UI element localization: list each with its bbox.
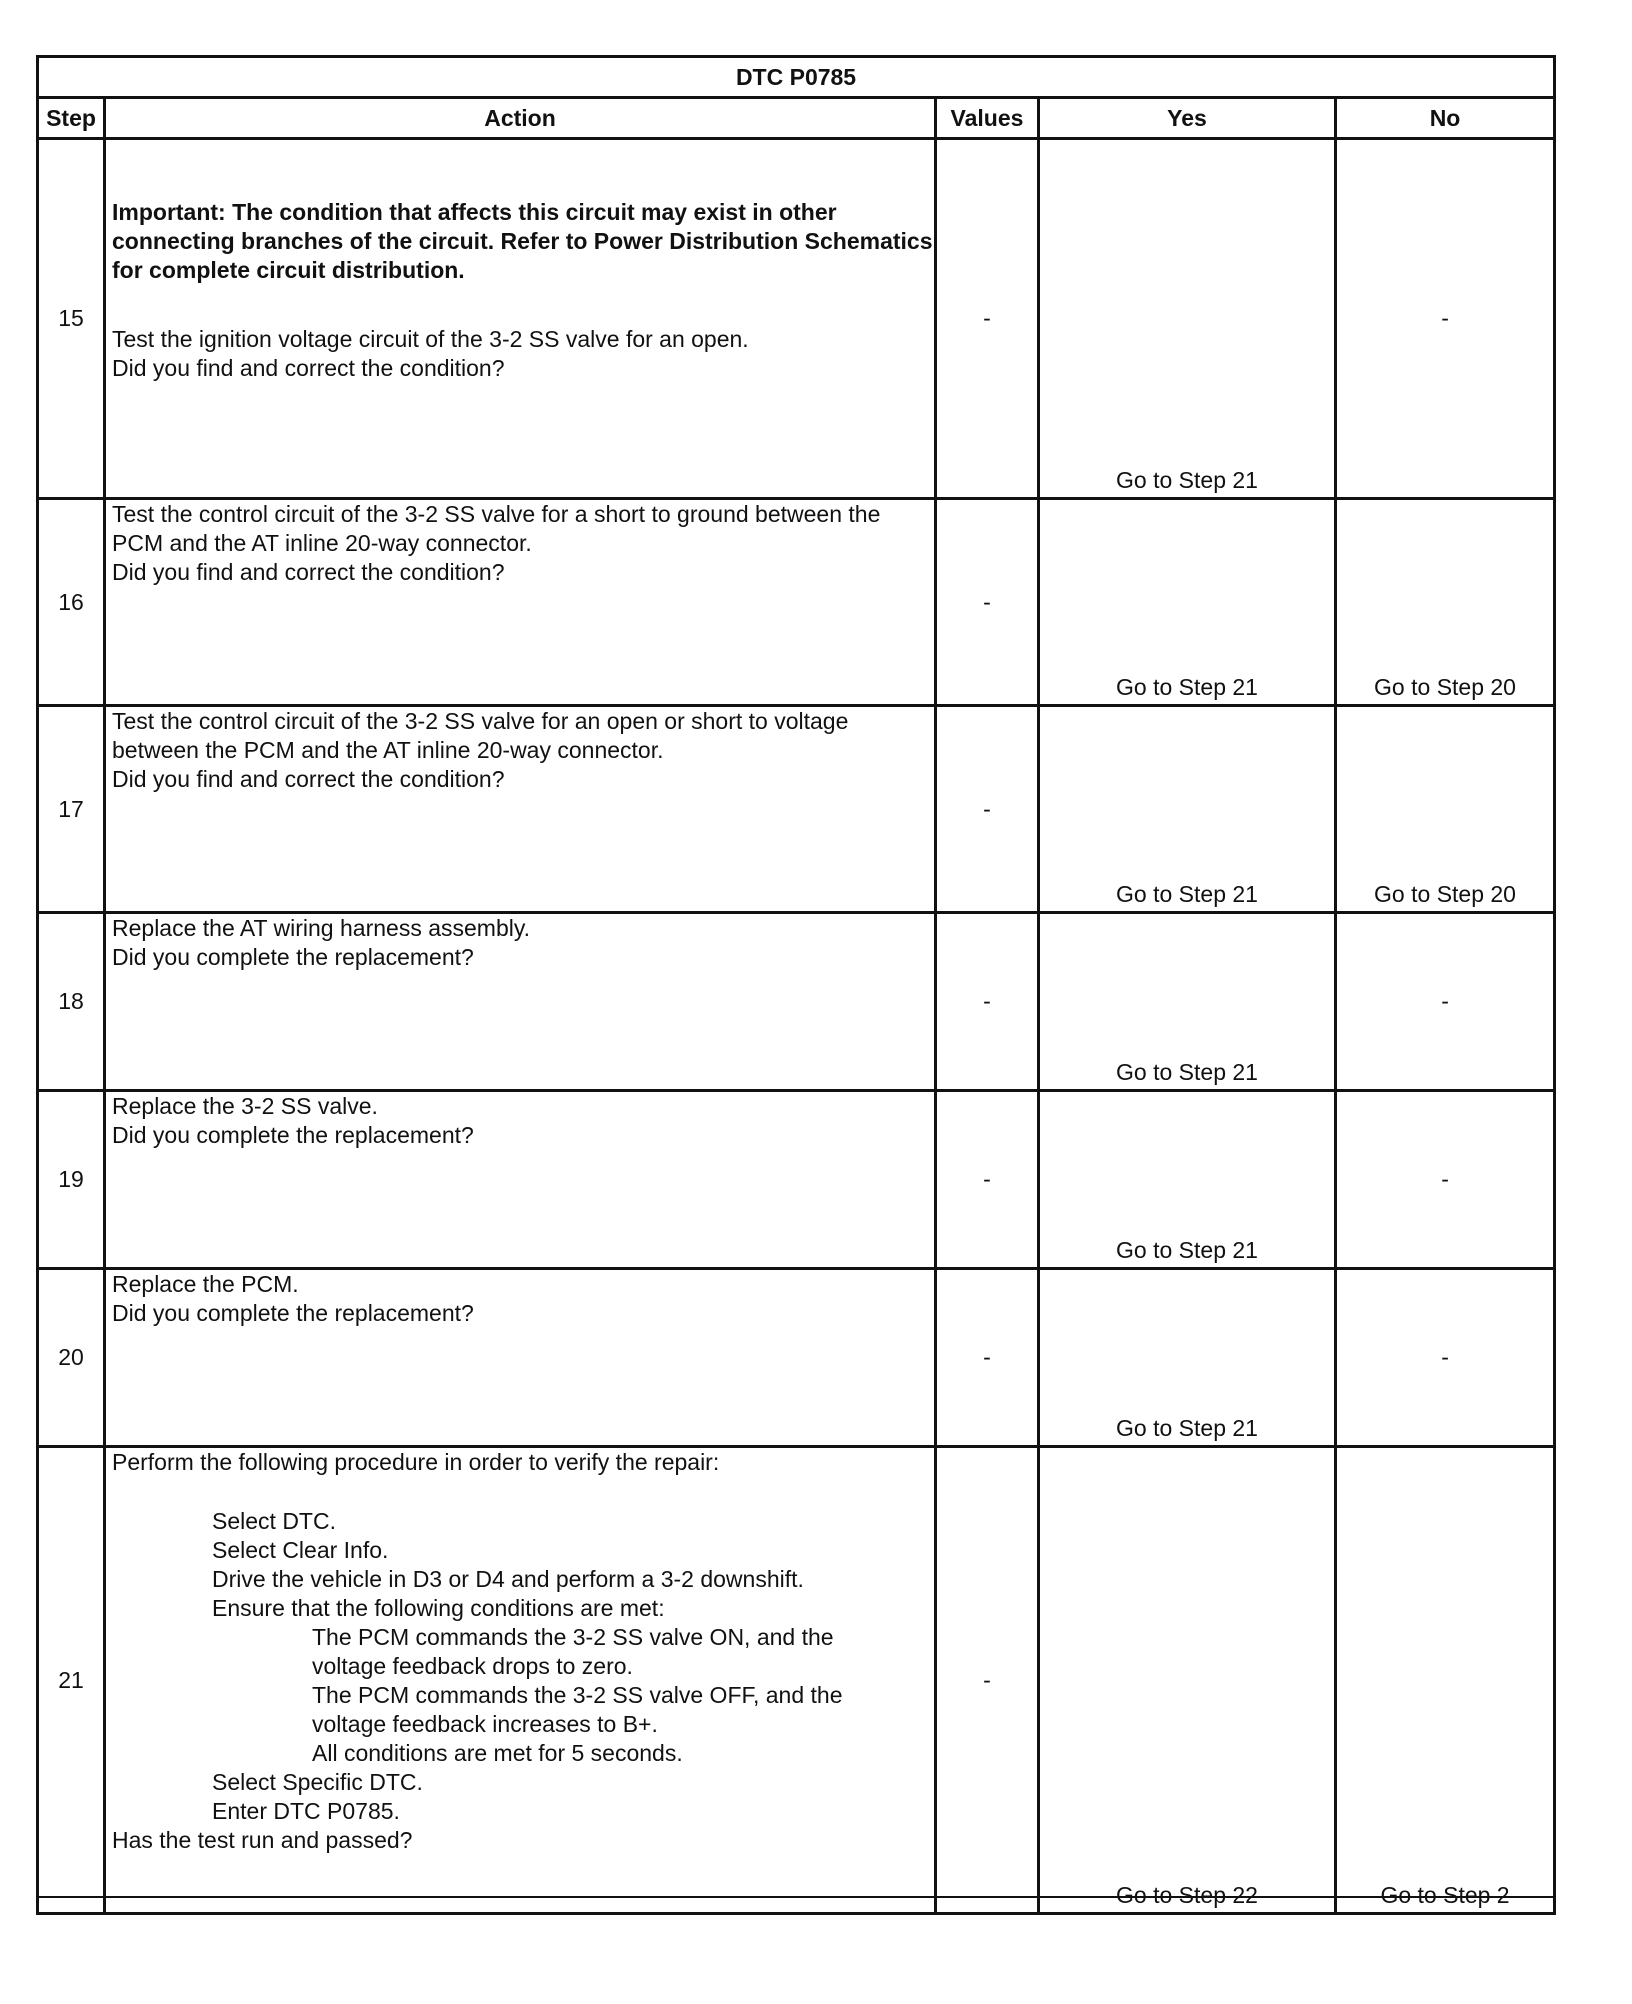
action-text: Replace the AT wiring harness assembly. bbox=[112, 915, 531, 941]
action-cell bbox=[105, 139, 936, 499]
no-cell: - bbox=[1336, 139, 1555, 499]
no-cell: Go to Step 20 bbox=[1336, 499, 1555, 706]
table-row bbox=[38, 1269, 1555, 1447]
table-row bbox=[38, 139, 1555, 499]
procedure-list bbox=[112, 1507, 934, 1826]
no-cell: Go to Step 2 bbox=[1336, 1447, 1555, 1914]
procedure-item: Select Clear Info. bbox=[212, 1537, 389, 1563]
action-cell bbox=[105, 913, 936, 1091]
procedure-item: Drive the vehicle in D3 or D4 and perform a 3-2 downshift. bbox=[212, 1566, 804, 1592]
values-cell: - bbox=[936, 499, 1039, 706]
table-row bbox=[38, 1091, 1555, 1269]
table-row bbox=[38, 706, 1555, 913]
table-header-row bbox=[38, 98, 1555, 139]
table-row bbox=[38, 913, 1555, 1091]
important-note: Important: The condition that affects this circuit may exist in other connecting branches of the circuit. Refer to Power Distribution Schematics for complete circuit distribution. bbox=[112, 199, 933, 283]
condition-item: The PCM commands the 3-2 SS valve OFF, and the voltage feedback increases to B+. bbox=[312, 1682, 843, 1737]
procedure-item: Select Specific DTC. bbox=[212, 1769, 423, 1795]
step-number: 17 bbox=[38, 706, 105, 913]
step-number: 19 bbox=[38, 1091, 105, 1269]
header-action: Action bbox=[105, 98, 936, 139]
action-question: Did you find and correct the condition? bbox=[112, 559, 505, 585]
table-row bbox=[38, 499, 1555, 706]
step-number: 20 bbox=[38, 1269, 105, 1447]
condition-item: The PCM commands the 3-2 SS valve ON, and the voltage feedback drops to zero. bbox=[312, 1624, 834, 1679]
action-text: Replace the PCM. bbox=[112, 1271, 299, 1297]
action-cell bbox=[105, 499, 936, 706]
yes-cell: Go to Step 21 bbox=[1039, 913, 1336, 1091]
action-question: Did you complete the replacement? bbox=[112, 944, 474, 970]
action-text: Test the control circuit of the 3-2 SS valve for a short to ground between the PCM and the AT inline 20-way connector. bbox=[112, 501, 881, 556]
values-cell: - bbox=[936, 1269, 1039, 1447]
step-number: 16 bbox=[38, 499, 105, 706]
step-number: 15 bbox=[38, 139, 105, 499]
values-cell: - bbox=[936, 1447, 1039, 1914]
action-question: Did you complete the replacement? bbox=[112, 1300, 474, 1326]
header-yes: Yes bbox=[1039, 98, 1336, 139]
action-text: Replace the 3-2 SS valve. bbox=[112, 1093, 378, 1119]
values-cell: - bbox=[936, 1091, 1039, 1269]
no-cell: - bbox=[1336, 913, 1555, 1091]
yes-cell: Go to Step 21 bbox=[1039, 139, 1336, 499]
yes-cell: Go to Step 21 bbox=[1039, 1091, 1336, 1269]
yes-cell: Go to Step 21 bbox=[1039, 706, 1336, 913]
action-question: Did you complete the replacement? bbox=[112, 1122, 474, 1148]
step-number: 18 bbox=[38, 913, 105, 1091]
header-step: Step bbox=[38, 98, 105, 139]
table-bottom-rule bbox=[36, 1896, 1556, 1898]
no-cell: - bbox=[1336, 1269, 1555, 1447]
condition-item: All conditions are met for 5 seconds. bbox=[312, 1740, 683, 1766]
header-no: No bbox=[1336, 98, 1555, 139]
no-cell: Go to Step 20 bbox=[1336, 706, 1555, 913]
action-text: Test the ignition voltage circuit of the 3-2 SS valve for an open. bbox=[112, 326, 749, 352]
header-values: Values bbox=[936, 98, 1039, 139]
action-question: Has the test run and passed? bbox=[112, 1827, 413, 1853]
action-cell bbox=[105, 1091, 936, 1269]
action-cell bbox=[105, 1269, 936, 1447]
action-text: Perform the following procedure in order to verify the repair: bbox=[112, 1449, 720, 1475]
dtc-table bbox=[36, 55, 1556, 1915]
yes-cell: Go to Step 21 bbox=[1039, 1269, 1336, 1447]
procedure-item: Ensure that the following conditions are met: bbox=[212, 1595, 665, 1621]
table-title: DTC P0785 bbox=[38, 57, 1555, 98]
action-text: Test the control circuit of the 3-2 SS valve for an open or short to voltage between the PCM and the AT inline 20-way connector. bbox=[112, 708, 849, 763]
values-cell: - bbox=[936, 139, 1039, 499]
yes-cell: Go to Step 22 bbox=[1039, 1447, 1336, 1914]
procedure-item: Select DTC. bbox=[212, 1508, 336, 1534]
action-question: Did you find and correct the condition? bbox=[112, 766, 505, 792]
values-cell: - bbox=[936, 913, 1039, 1091]
step-number: 21 bbox=[38, 1447, 105, 1914]
yes-cell: Go to Step 21 bbox=[1039, 499, 1336, 706]
values-cell: - bbox=[936, 706, 1039, 913]
table-title-row bbox=[38, 57, 1555, 98]
table-row bbox=[38, 1447, 1555, 1914]
action-cell bbox=[105, 1447, 936, 1914]
no-cell: - bbox=[1336, 1091, 1555, 1269]
action-cell bbox=[105, 706, 936, 913]
procedure-item: Enter DTC P0785. bbox=[212, 1798, 400, 1824]
action-question: Did you find and correct the condition? bbox=[112, 355, 505, 381]
